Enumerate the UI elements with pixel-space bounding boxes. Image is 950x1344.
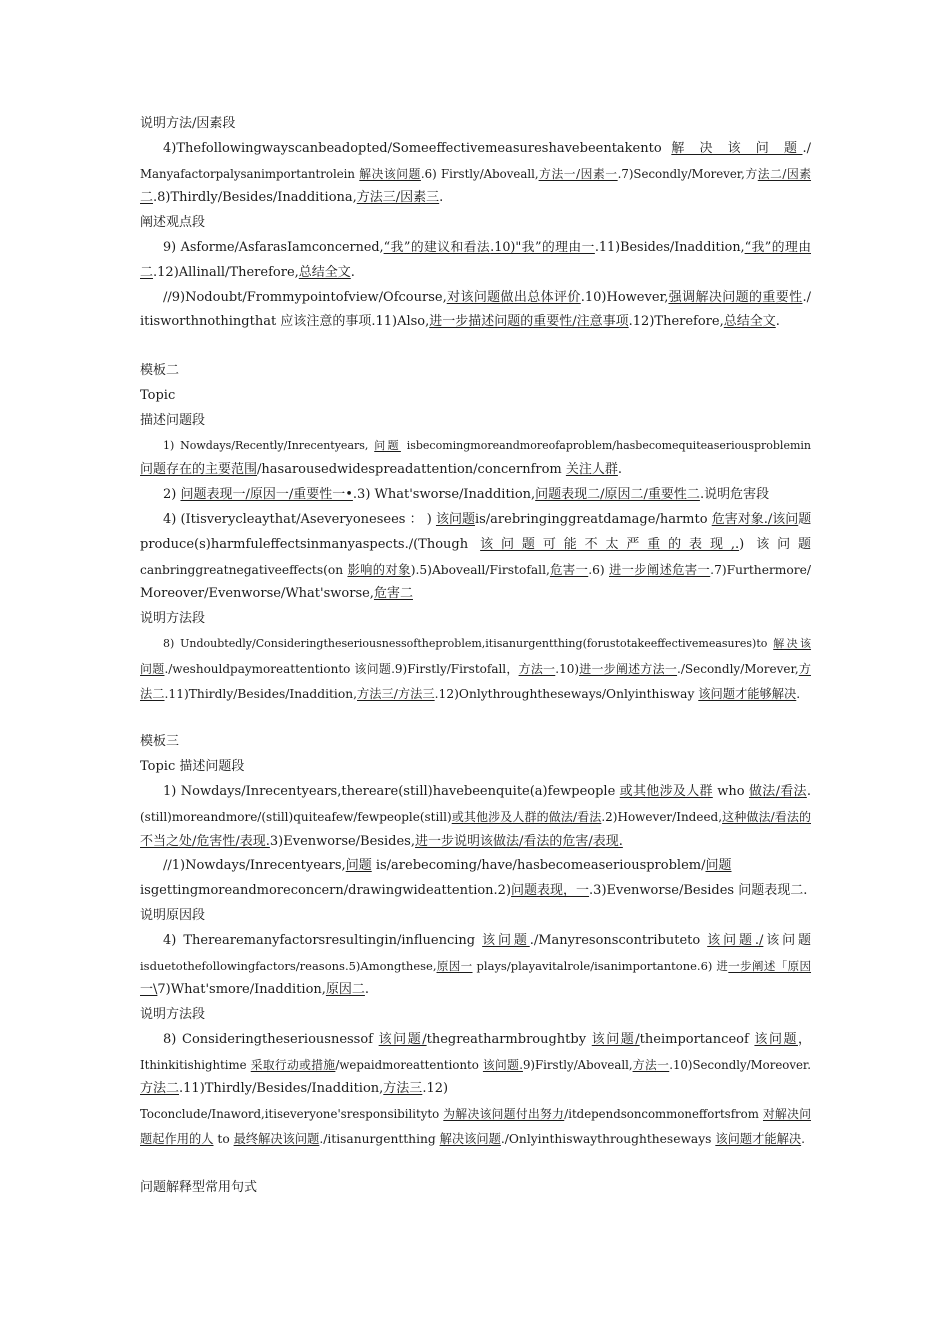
text-segment: 2) — [163, 487, 181, 503]
text-line — [140, 558, 811, 583]
underlined-text: 方法三/因素三 — [356, 190, 440, 206]
underlined-text: 强调解决问题的重要性 — [668, 289, 803, 305]
text-line — [140, 261, 811, 286]
text-line — [140, 682, 811, 707]
text-segment: .2)However/Indeed, — [601, 809, 723, 824]
text-segment: .7)Furthermore/ — [710, 562, 812, 577]
underlined-text: 关注人群 — [565, 462, 618, 478]
text-line — [140, 1102, 811, 1127]
text-segment: . — [617, 462, 623, 478]
text-segment: is/arebringinggreatdamage/harmto — [474, 511, 712, 527]
text-line — [140, 657, 811, 682]
text-segment: . — [775, 314, 780, 330]
underlined-text: .10)"我”的理由一 — [490, 239, 595, 255]
text-line — [140, 978, 811, 1003]
underlined-text: 这种做法/看法的 — [722, 809, 811, 824]
underlined-text: 方法二 — [140, 1081, 180, 1097]
text-segment: 9)Firstly/Aboveall, — [522, 1057, 633, 1072]
text-line — [140, 186, 811, 211]
section-heading: 说明方法段 — [140, 1007, 206, 1023]
text-segment: isbecomingmoreandmoreofaproblem/hasbecomequiteaseriousproblemin — [400, 438, 811, 452]
text-line — [140, 582, 811, 607]
text-segment: 4)Thefollowingwayscanbeadopted/Someeffectivemeasureshavebeentakento — [163, 140, 672, 156]
text-segment: /itdependsoncommoneffortsfrom — [564, 1107, 763, 1122]
underlined-text: 做法/看法 — [748, 783, 807, 799]
section-heading: 问题解释型常用句式 — [140, 1179, 258, 1195]
text-line — [140, 286, 811, 311]
underlined-text: 问题 — [374, 438, 401, 452]
text-segment: . — [439, 190, 444, 206]
text-segment: //9)Nodoubt/Frommypointofview/Ofcourse, — [163, 289, 447, 305]
underlined-text: 解决该 — [773, 636, 812, 650]
text-segment: plays/playavitalrole/isanimportantone.6) 进 — [472, 958, 729, 973]
underlined-text: 该问题/ — [378, 1031, 427, 1047]
text-segment: .11)Thirdly/Besides/Inaddition, — [179, 1081, 384, 1097]
text-segment: .10)However, — [580, 289, 669, 305]
underlined-text: 该问题才能够解决 — [698, 686, 797, 701]
text-segment: 8) Undoubtedly/Consideringtheseriousnessoftheproblem,itisanurgentthing(forustotakeeffectivemeasures)to — [163, 636, 774, 650]
text-segment: . — [806, 783, 811, 799]
text-segment: .11)Besides/Inaddition, — [594, 239, 745, 255]
text-segment: Ithinkitishightime — [140, 1057, 251, 1072]
underlined-text: 问题表现，一 — [511, 883, 590, 899]
section-heading: Topic 描述问题段 — [140, 759, 245, 775]
underlined-text: 二 — [140, 264, 154, 280]
underlined-text: 进一步说明该做法/看法的危害/表现. — [414, 833, 623, 849]
section-heading: 说明原因段 — [140, 907, 206, 923]
underlined-text: 问题表现一/原因一/重要性一• — [180, 487, 353, 503]
text-segment: .6) Firstly/Aboveall, — [420, 166, 539, 181]
text-line — [140, 780, 811, 805]
text-line — [140, 879, 811, 904]
underlined-text: 进一步阐述危害一 — [609, 562, 711, 577]
text-segment: Manyafactorpalysanimportantrolein — [140, 166, 360, 181]
text-segment: 7)What'smore/Inaddition, — [157, 982, 326, 998]
text-segment: theimportanceof — [639, 1031, 755, 1047]
underlined-text: “我”的理由 — [744, 239, 811, 255]
text-segment: Moreover/Evenworse/What'sworse, — [140, 586, 374, 602]
text-line — [140, 830, 811, 855]
underlined-text: 问题 — [705, 858, 732, 874]
underlined-text: 影响的对象 — [347, 562, 411, 577]
underlined-text: 一步阐述「原因 — [728, 958, 812, 973]
text-segment: ./Secondly/Morever, — [677, 661, 799, 676]
underlined-text: 最终解决该问题 — [233, 1132, 320, 1147]
text-segment: . — [801, 1132, 805, 1147]
text-line — [140, 434, 811, 459]
underlined-text: 法二/因素 — [757, 166, 812, 181]
underlined-text: 为解决该问题付出努力 — [443, 1107, 565, 1122]
text-line — [140, 310, 811, 335]
underlined-text: 方法三/方法三 — [357, 686, 435, 701]
text-segment: .说明危害段 — [699, 487, 770, 503]
section-heading: 说明方法/因素段 — [140, 116, 236, 131]
text-segment: itisworthnothingthat 应该注意的事项.11)Also, — [140, 314, 430, 330]
text-line — [140, 805, 811, 830]
underlined-text: 或其他涉及人群 — [619, 783, 713, 799]
text-line — [140, 1053, 811, 1078]
text-segment: .6) — [588, 562, 609, 577]
text-segment: is/arebecoming/have/hasbecomeaseriousproblem/ — [371, 858, 706, 874]
text-segment: produce(s)harmfuleffectsinmanyaspects./(Though — [140, 536, 481, 552]
text-line — [140, 1028, 811, 1053]
underlined-text: 总结全文 — [298, 264, 351, 280]
text-line — [140, 1077, 811, 1102]
text-segment: thegreatharmbroughtby — [426, 1031, 592, 1047]
text-segment: ./itisanurgentthing — [319, 1132, 440, 1147]
section-heading: Topic — [140, 387, 176, 403]
underlined-text: 解 决 该 问 题 — [671, 140, 803, 156]
underlined-text: 该问题 — [482, 932, 530, 948]
underlined-text: 危害二 — [373, 586, 413, 602]
underlined-text: 原因二 — [325, 982, 365, 998]
underlined-text: 法二 — [140, 686, 165, 701]
underlined-text: 进一步阐述方法一 — [579, 661, 678, 676]
text-segment: /wepaidmoreattentionto — [335, 1057, 483, 1072]
text-segment: .11)Thirdly/Besides/Inaddition, — [164, 686, 357, 701]
underlined-text: 问题表现二/原因二/重要性二 — [535, 487, 700, 503]
underlined-text: 题起作用的人 — [140, 1132, 214, 1147]
text-segment: .8)Thirdly/Besides/Inadditiona, — [153, 190, 357, 206]
underlined-text: 方 — [798, 661, 811, 676]
text-segment: Toconclude/Inaword,itiseveryone'sresponsibilityto — [140, 1107, 444, 1122]
text-line — [140, 533, 811, 558]
text-segment: .7)Secondly/Morever,方 — [617, 166, 758, 181]
text-segment: ./Onlyinthiswaythroughtheseways — [500, 1132, 716, 1147]
text-segment: ) 该问题 — [739, 536, 811, 552]
text-line — [140, 137, 811, 162]
text-segment: 3)Evenworse/Besides, — [269, 833, 415, 849]
text-segment: 4) (Itisverycleaythat/Aseveryonesees ： ) — [163, 511, 436, 527]
text-segment: 1) Nowdays/Recently/Inrecentyears, — [163, 438, 375, 452]
underlined-text: 危害一 — [549, 562, 589, 577]
text-segment: 8) Consideringtheseriousnessof — [163, 1031, 379, 1047]
underlined-text: 该问题/ — [591, 1031, 640, 1047]
text-segment: isgettingmoreandmoreconcern/drawingwideattention.2) — [140, 883, 512, 899]
text-segment: ./weshouldpaymoreattentionto 该问题.9)Firstly/Firstofall， — [164, 661, 519, 676]
section-heading: 模板三 — [140, 734, 180, 750]
underlined-text: 进一步描述问题的重要性/注意事项 — [429, 314, 629, 330]
section-heading: 阐述观点段 — [140, 215, 206, 231]
text-segment: ， — [797, 1031, 811, 1047]
underlined-text: 一\ — [140, 982, 158, 998]
text-segment: ./ — [802, 289, 811, 305]
paragraph-gap — [140, 1152, 811, 1176]
document-page — [140, 112, 811, 1201]
underlined-text: 该问题 — [754, 1031, 798, 1047]
underlined-text: 该问题. — [482, 1057, 523, 1072]
text-segment: isduetothefollowingfactors/reasons.5)Amongthese, — [140, 958, 437, 973]
text-segment: .3) What'sworse/Inaddition, — [352, 487, 536, 503]
text-line — [140, 632, 811, 657]
text-line — [140, 483, 811, 508]
text-segment: canbringgreatnegativeeffects(on — [140, 562, 348, 577]
text-segment: .10)Secondly/Moreover. — [669, 1057, 811, 1072]
text-line — [140, 854, 811, 879]
paragraph-gap — [140, 706, 811, 730]
text-segment: 1) Nowdays/Inrecentyears,thereare(still)havebeenquite(a)fewpeople — [163, 783, 620, 799]
underlined-text: 原因一 — [436, 958, 473, 973]
text-line — [140, 236, 811, 261]
text-line — [140, 929, 811, 954]
text-segment: .3)Evenworse/Besides 问题表现二. — [589, 883, 808, 899]
text-segment: //1)Nowdays/Inrecentyears, — [163, 858, 346, 874]
underlined-text: 方法三 — [383, 1081, 423, 1097]
text-segment: 9) Asforme/AsfarasIamconcerned, — [163, 239, 384, 255]
text-segment: .12)Therefore, — [628, 314, 724, 330]
text-segment: .10) — [555, 661, 580, 676]
text-segment: ).5)Aboveall/Firstofall, — [410, 562, 550, 577]
underlined-text: 问题 — [140, 661, 165, 676]
section-heading: 模板二 — [140, 363, 180, 379]
section-heading: 说明方法段 — [140, 611, 206, 627]
text-segment: . — [350, 264, 355, 280]
text-segment: ./Manyresonscontributeto — [529, 932, 708, 948]
underlined-text: 问题 — [345, 858, 372, 874]
text-segment: . — [796, 686, 801, 701]
underlined-text: 总结全文 — [723, 314, 776, 330]
text-segment: (still)moreandmore/(still)quiteafew/fewpeople(still) — [140, 809, 452, 824]
underlined-text: 方法一 — [518, 661, 556, 676]
text-segment: 该问题 — [763, 932, 811, 948]
text-segment: . — [364, 982, 370, 998]
text-segment: .12)Onlythroughtheseways/Onlyinthisway — [434, 686, 699, 701]
paragraph-gap — [140, 335, 811, 359]
underlined-text: 该问题./ — [707, 932, 764, 948]
text-segment: .12) — [422, 1081, 449, 1097]
underlined-text: 解决该问题 — [439, 1132, 501, 1147]
underlined-text: 方法一/因素一 — [538, 166, 618, 181]
text-segment: 题 — [798, 511, 812, 527]
text-segment: /hasarousedwidespreadattention/concernfrom — [257, 462, 566, 478]
underlined-text: 二 — [140, 190, 154, 206]
underlined-text: 问题存在的主要范围 — [140, 462, 258, 478]
underlined-text: 方法一 — [632, 1057, 670, 1072]
text-segment: ./ — [802, 140, 811, 156]
text-segment: who — [712, 783, 749, 799]
underlined-text: 采取行动或措施 — [250, 1057, 336, 1072]
section-heading: 描述问题段 — [140, 412, 206, 428]
text-line — [140, 162, 811, 187]
underlined-text: 对解决问 — [762, 1107, 811, 1122]
underlined-text: 该问题 — [435, 511, 475, 527]
text-line — [140, 458, 811, 483]
text-segment: 4) Therearemanyfactorsresultingin/influencing — [163, 932, 483, 948]
underlined-text: 对该问题做出总体评价 — [446, 289, 581, 305]
underlined-text: 该问题才能解决 — [715, 1132, 802, 1147]
underlined-text: 解决该问题 — [359, 166, 421, 181]
underlined-text: 危害对象./该问 — [711, 511, 799, 527]
underlined-text: 或其他涉及人群的做法/看法 — [451, 809, 602, 824]
text-line — [140, 508, 811, 533]
text-line — [140, 1127, 811, 1152]
underlined-text: “我”的建议和看法 — [383, 239, 491, 255]
underlined-text: 该问题可能不太严重的表现,. — [480, 536, 740, 552]
text-segment: .12)Allinall/Therefore, — [153, 264, 299, 280]
text-segment: to — [213, 1132, 234, 1147]
underlined-text: 不当之处/危害性/表现. — [140, 833, 270, 849]
text-line — [140, 954, 811, 979]
